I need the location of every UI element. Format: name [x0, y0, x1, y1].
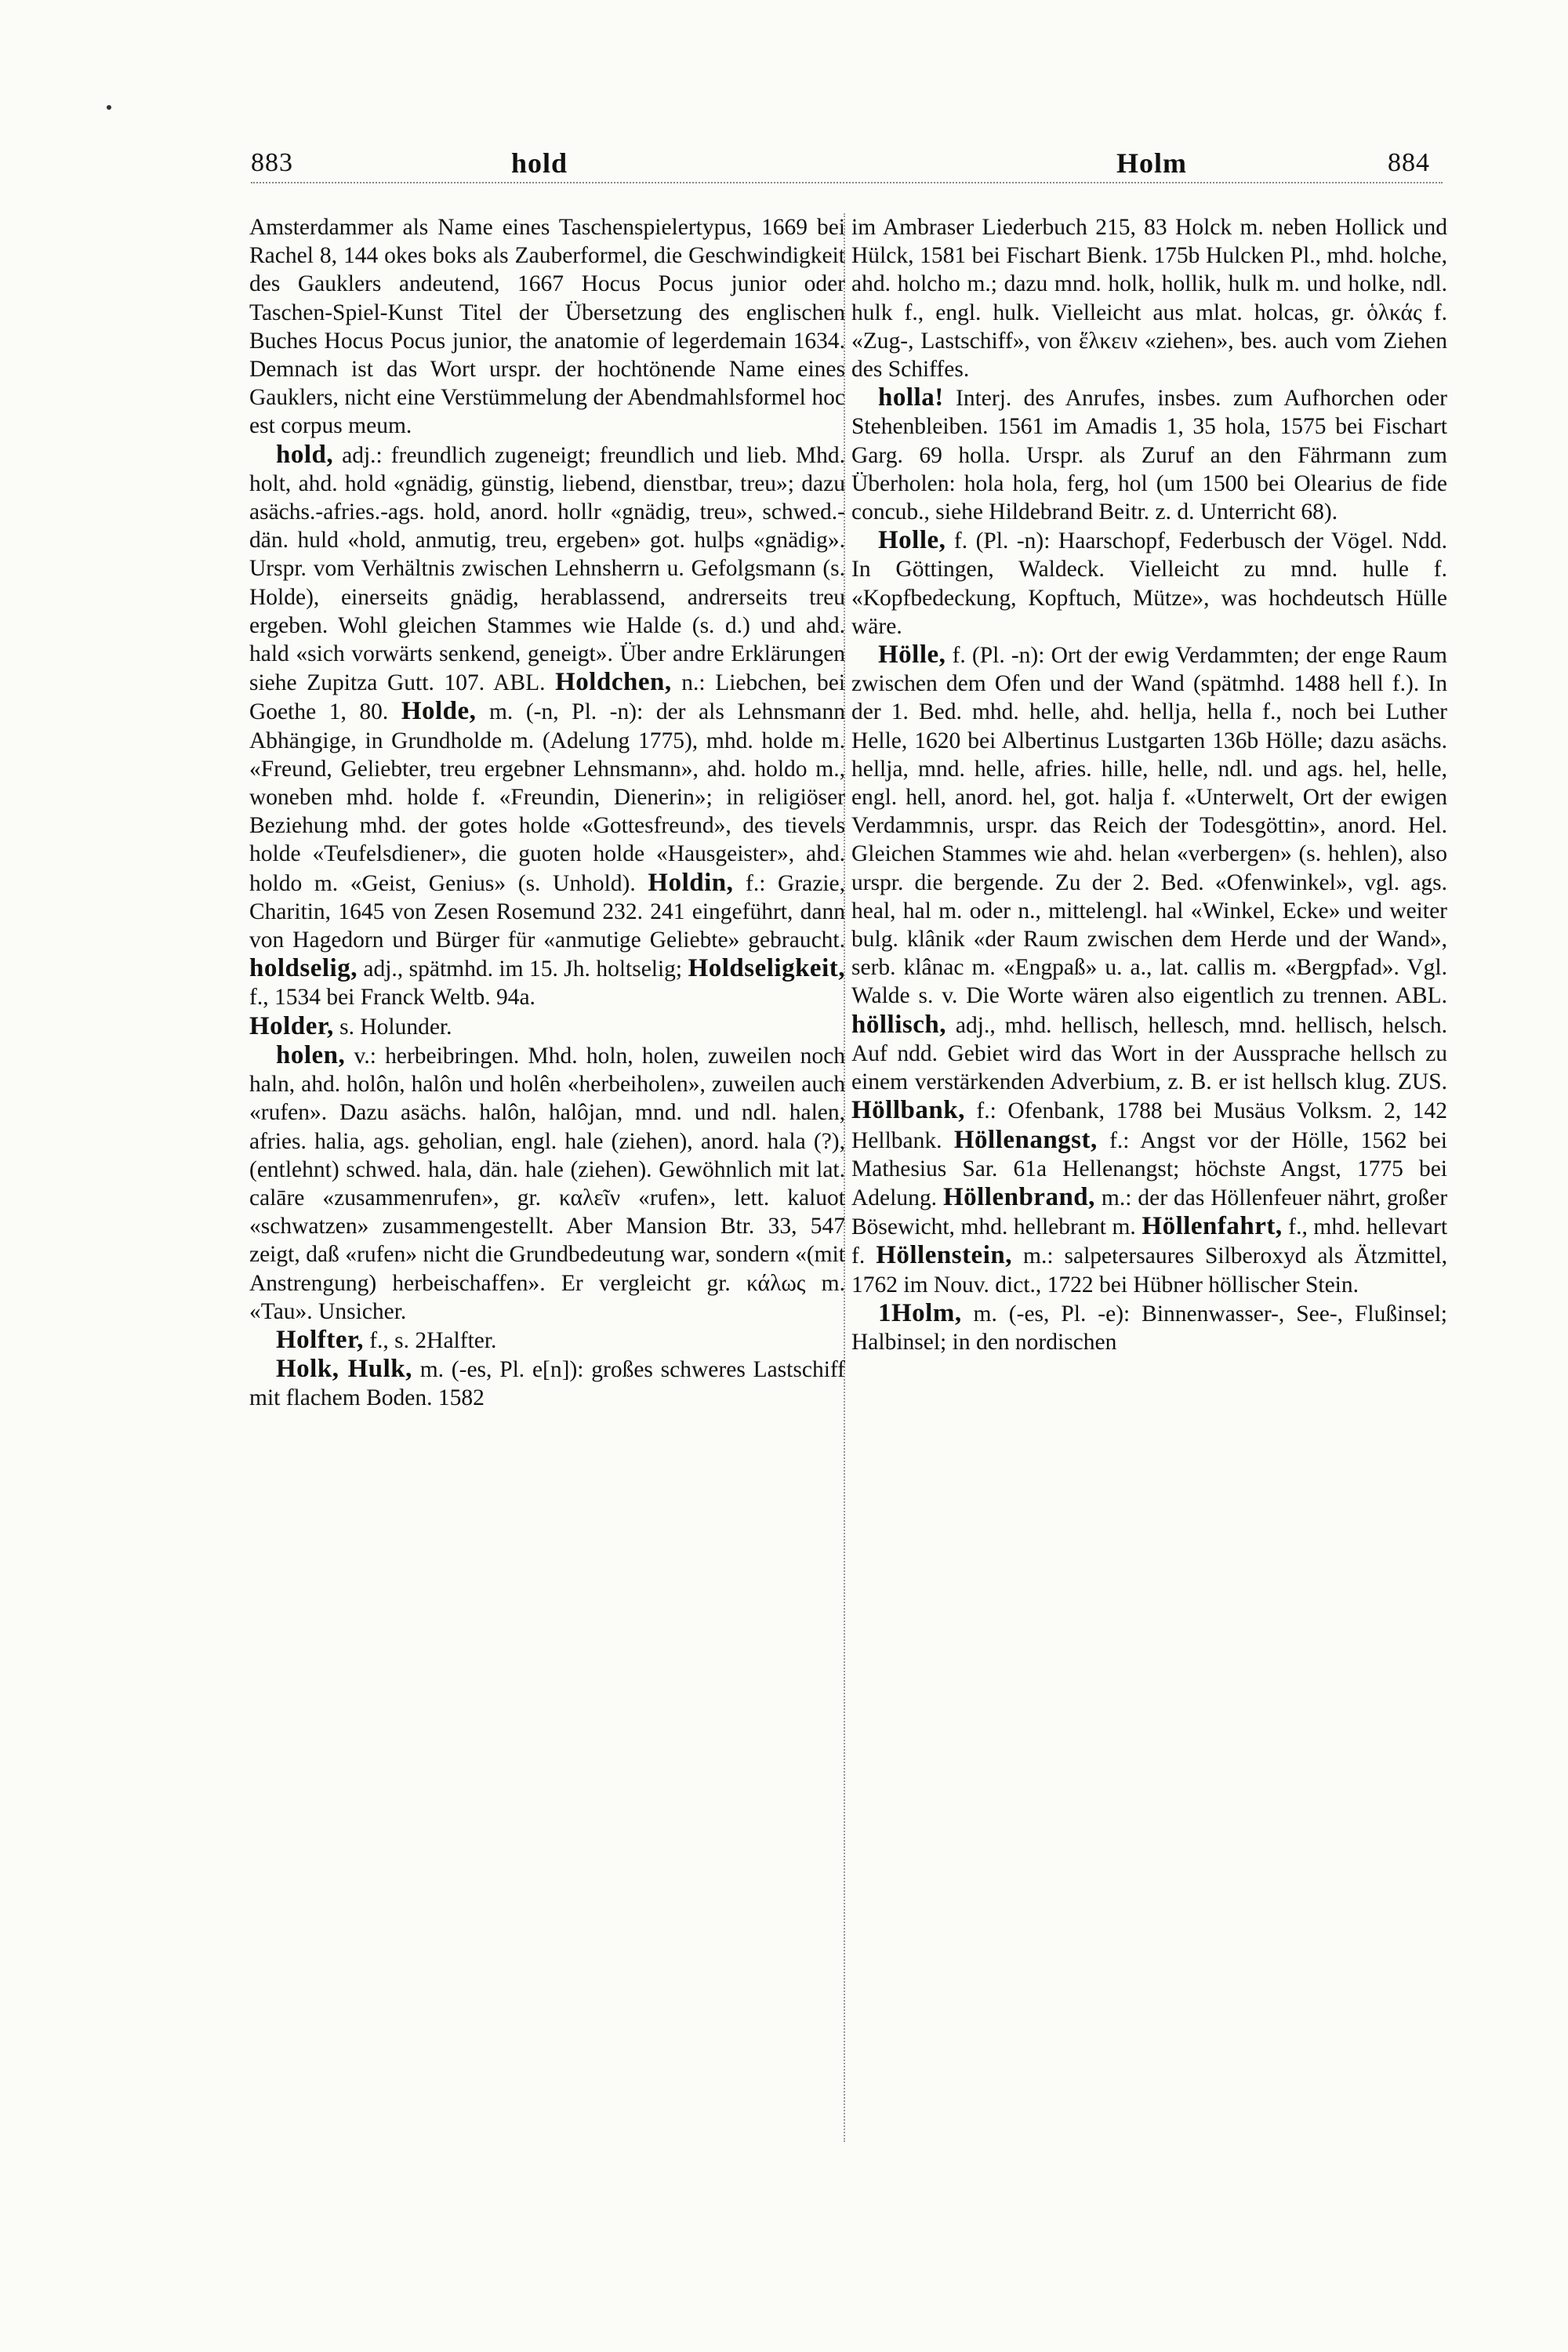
left-page-number: 883 [251, 148, 293, 177]
entry-text: f., 1534 bei Franck Weltb. 94a. [249, 985, 535, 1011]
left-column [249, 213, 845, 1413]
entry-text: f. (Pl. -n): Ort der ewig Verdammten; der enge Raum zwischen dem Ofen und der Wand (spätmhd. 1488 hell f.). In der 1. Bed. mhd. helle, ahd. hellja, hella f., noch bei Luther Helle, 1620 bei Albertinus Lustgarten 136b Hölle; dazu asächs. hellja, mnd. helle, afries. hille, helle, ndl. und ags. hel, helle, engl. hell, anord. hel, got. halja f. «Unterwelt, Ort der ewigen Verdammnis, urspr. das Reich der Todesgöttin», anord. Hel. Gleichen Stammes wie ahd. helan «verbergen» (s. hehlen), also urspr. die bergende. Zu der 2. Bed. «Ofenwinkel», vgl. ags. heal, hal m. oder n., mittelengl. hal «Winkel, Ecke» und weiter bulg. klânik «der Raum zwischen dem Herde und der Wand», serb. klânac m. «Engpaß» u. a., lat. callis m. «Bergpfad». Vgl. Walde s. v. Die Worte wären also eigentlich zu trennen. ABL. [851, 643, 1448, 1009]
entry-text: adj., mhd. hellisch, hellesch, mnd. hellisch, helsch. Auf ndd. Gebiet wird das Wort in der Aussprache hellsch zu einem verstärkenden Adverbium, z. B. er ist hellsch klug. ZUS. [851, 1012, 1448, 1095]
header-rule [251, 182, 1443, 183]
lemma: hold, [276, 440, 334, 469]
entry-text: m. (-n, Pl. -n): der als Lehnsmann Abhängige, in Grundholde m. (Adelung 1775), mhd. holde m. «Freund, Geliebter, treu ergebner Lehnsmann», ahd. holdo m., woneben mhd. holde f. «Freundin, Dienerin»; in religiöser Beziehung mhd. der gotes holde «Gottesfreund», des tievels holde «Teufelsdiener», die guoten holde «Hausgeister», ahd. holdo m. «Geist, Genius» (s. Unhold). [249, 699, 845, 896]
entry-text: m.: der das Höllenfeuer nährt, großer Bösewicht, mhd. hellebrant m. [851, 1185, 1448, 1240]
right-running-head: Holm [1116, 147, 1187, 179]
lemma: Höllenangst, [953, 1125, 1098, 1154]
lemma: Holk, Hulk, [276, 1355, 412, 1384]
entry-hold [249, 441, 845, 1012]
lemma: Höllenfahrt, [1142, 1212, 1283, 1241]
entry-holder [249, 1012, 845, 1041]
entry-hoelle [851, 641, 1447, 1299]
lemma: Holdin, [648, 868, 734, 897]
entry-holm [851, 1299, 1447, 1356]
lemma: Holder, [249, 1011, 334, 1040]
lemma: Höllenbrand, [942, 1182, 1095, 1211]
lemma: höllisch, [851, 1010, 946, 1039]
lemma: Holdseligkeit, [688, 954, 845, 983]
lemma: Holde, [401, 697, 477, 726]
lemma: Höllenstein, [876, 1241, 1012, 1270]
left-running-head: hold [511, 147, 568, 179]
entry-text: f.: Angst vor der Hölle, 1562 bei Mathesius Sar. 61a Hellenangst; höchste Angst, 1775 bei Adelung. [851, 1127, 1448, 1210]
ink-speck [107, 105, 111, 110]
lemma: holen, [276, 1040, 346, 1069]
lemma: Hölle, [878, 641, 946, 670]
continued-paragraph: Amsterdammer als Name eines Taschenspielertypus, 1669 bei Rachel 8, 144 okes boks als Zauberformel, die Geschwindigkeit des Gauklers andeutend, 1667 Hocus Pocus junior oder Taschen-Spiel-Kunst Titel der Übersetzung des englischen Buches Hocus Pocus junior, the anatomie of legerdemain 1634. Demnach ist das Wort urspr. der hochtönende Name eines Gauklers, nicht eine Verstümmelung der Abendmahlsformel hoc est corpus meum. [249, 215, 845, 439]
entry-text: s. Holunder. [339, 1014, 452, 1040]
lemma: Holdchen, [555, 668, 672, 697]
entry-holk [249, 1355, 845, 1412]
entry-holfter [249, 1326, 845, 1355]
entry-text: f., mhd. hellevart f. [851, 1214, 1448, 1269]
lemma: Höllbank, [851, 1096, 965, 1125]
entry-text: m. (-es, Pl. e[n]): großes schweres Lastschiff mit flachem Boden. 1582 [249, 1357, 846, 1411]
lemma: 1Holm, [878, 1298, 962, 1327]
entry-holen [249, 1041, 845, 1326]
right-page-number: 884 [1388, 148, 1430, 177]
lemma: holla! [878, 383, 944, 412]
entry-text: f., s. 2Halfter. [369, 1327, 497, 1353]
entry-text: v.: herbeibringen. Mhd. holn, holen, zuweilen noch haln, ahd. holôn, halôn und holên «herbeiholen», zuweilen auch «rufen». Dazu asächs. halôn, halôjan, mnd. und ndl. halen, afries. halia, ags. geholian, engl. hale (ziehen), anord. hala (?), (entlehnt) schwed. hala, dän. hale (ziehen). Gewöhnlich mit lat. calāre «zusammenrufen», gr. καλεῖν «rufen», lett. kaluot «schwatzen» zusammengestellt. Aber Mansion Btr. 33, 547 zeigt, daß «rufen» nicht die Grundbedeutung war, sondern «(mit Anstrengung) herbeischaffen». Er vergleicht gr. κάλως m. «Tau». Unsicher. [249, 1043, 846, 1324]
lemma: Holle, [878, 526, 946, 555]
entry-text: m. (-es, Pl. -e): Binnenwasser-, See-, Flußinsel; Halbinsel; in den nordischen [851, 1301, 1447, 1355]
entry-holle [851, 526, 1447, 641]
entry-text: f. (Pl. -n): Haarschopf, Federbusch der Vögel. Ndd. In Göttingen, Waldeck. Vielleicht zu mnd. hulle f. «Kopfbedeckung, Kopftuch, Mütze», was hochdeutsch Hülle wäre. [851, 528, 1447, 639]
entry-text: m.: salpetersaures Silberoxyd als Ätzmittel, 1762 im Nouv. dict., 1722 bei Hübner höllischer Stein. [851, 1243, 1448, 1298]
entry-holla [851, 383, 1447, 526]
right-column [851, 213, 1447, 1356]
entry-text: adj.: freundlich zugeneigt; freundlich und lieb. Mhd. holt, ahd. hold «gnädig, günstig, liebend, dienstbar, treu»; dazu asächs.-afries.-ags. hold, anord. hollr «gnädig, treu», schwed.-dän. huld «hold, anmutig, treu, ergeben» got. hulþs «gnädig». Urspr. vom Verhältnis zwischen Lehnsherrn u. Gefolgsmann (s. Holde), einerseits gnädig, herablassend, andrerseits treu ergeben. Wohl gleichen Stammes wie Halde (s. d.) und ahd. hald «sich vorwärts senkend, geneigt». Über andre Erklärungen siehe Zupitza Gutt. 107. ABL. [249, 442, 845, 696]
entry-text: f.: Ofenbank, 1788 bei Musäus Volksm. 2, 142 Hellbank. [851, 1098, 1448, 1153]
entry-text: adj., spätmhd. im 15. Jh. holtselig; [363, 956, 683, 982]
entry-text: f.: Grazie, Charitin, 1645 von Zesen Rosemund 232. 241 eingeführt, dann von Hagedorn und Bürger für «anmutige Geliebte» gebraucht. [249, 870, 846, 953]
continued-paragraph: im Ambraser Liederbuch 215, 83 Holck m. neben Hollick und Hülck, 1581 bei Fischart Bienk. 175b Hulcken Pl., mhd. holche, ahd. holcho m.; dazu mnd. holk, hollik, hulk m. und holke, ndl. hulk f., engl. hulk. Vielleicht aus mlat. holcas, gr. ὁλκάς f. «Zug-, Lastschiff», von ἕλκειν «ziehen», bes. auch vom Ziehen des Schiffes. [851, 215, 1447, 383]
lemma: holdselig, [249, 954, 358, 983]
lemma: Holfter, [276, 1325, 364, 1354]
entry-text: n.: Liebchen, bei Goethe 1, 80. [249, 670, 846, 725]
entry-text: Interj. des Anrufes, insbes. zum Aufhorchen oder Stehenbleiben. 1561 im Amadis 1, 35 hola, 1575 bei Fischart Garg. 69 holla. Urspr. als Zuruf an den Fährmann zum Überholen: hola hola, ferg, hol (um 1500 bei Olearius de fide concub., siehe Hildebrand Beitr. z. d. Unterricht 68). [851, 386, 1448, 525]
